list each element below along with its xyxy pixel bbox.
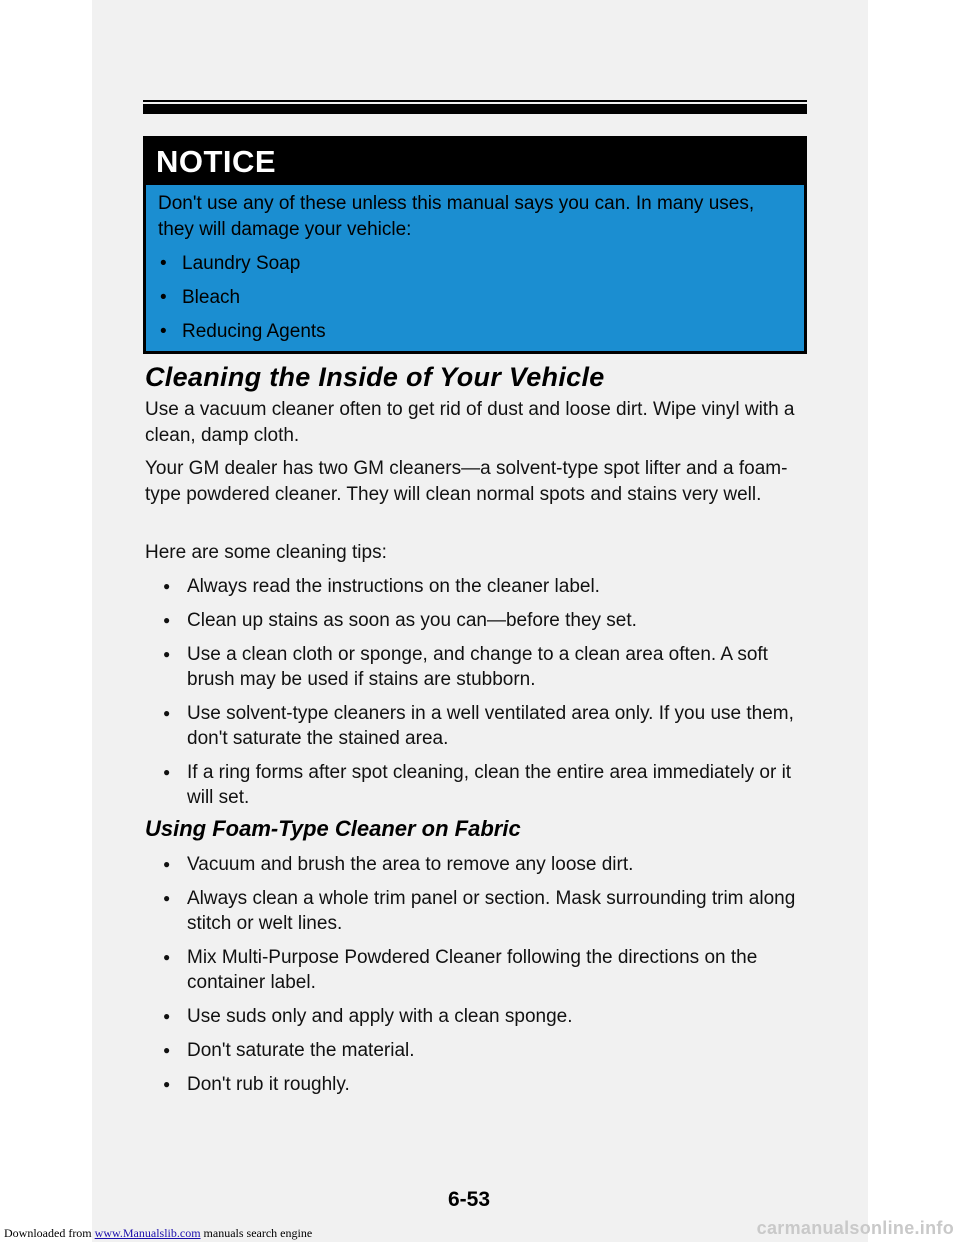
- list-item: ● Mix Multi-Purpose Powdered Cleaner following the directions on the container label.: [163, 945, 807, 995]
- notice-text: Don't use any of these unless this manual says you can. In many uses, they will damage your vehicle:: [158, 193, 755, 240]
- list-item: ● Always read the instructions on the cleaner label.: [163, 574, 807, 599]
- top-divider: [143, 104, 807, 114]
- section-heading: Cleaning the Inside of Your Vehicle: [145, 362, 605, 392]
- list-item: ● Don't saturate the material.: [163, 1038, 807, 1063]
- list-item: ● Don't rub it roughly.: [163, 1072, 807, 1097]
- page-number: 6-53: [448, 1188, 491, 1211]
- paragraph: Here are some cleaning tips:: [145, 542, 387, 563]
- list-item: ● Use a clean cloth or sponge, and change to a clean area often. A soft brush may be used if stains are stubborn.: [163, 642, 807, 692]
- list-item: ● If a ring forms after spot cleaning, clean the entire area immediately or it will set.: [163, 760, 807, 810]
- paragraph: Your GM dealer has two GM cleaners—a solvent-type spot lifter and a foam-type powdered cleaner. They will clean normal spots and stains very well.: [145, 458, 788, 505]
- list-item: ● Vacuum and brush the area to remove any loose dirt.: [163, 852, 807, 877]
- list-item: ● Use solvent-type cleaners in a well ventilated area only. If you use them, don't saturate the stained area.: [163, 701, 807, 751]
- footer-prefix: Downloaded from: [4, 1226, 95, 1240]
- manualslib-link[interactable]: www.Manualslib.com: [94, 1226, 201, 1240]
- list-item: ● Clean up stains as soon as you can—before they set.: [163, 608, 807, 633]
- footer-suffix: manuals search engine: [200, 1226, 313, 1240]
- subsection-heading: Using Foam-Type Cleaner on Fabric: [145, 816, 521, 841]
- paragraph: Use a vacuum cleaner often to get rid of dust and loose dirt. Wipe vinyl with a clean, damp cloth.: [145, 399, 795, 446]
- top-divider-thin: [143, 100, 807, 102]
- download-footer: [4, 1226, 312, 1241]
- notice-item: • Laundry Soap: [160, 247, 804, 281]
- list-item: ● Use suds only and apply with a clean sponge.: [163, 1004, 807, 1029]
- foam-cleaner-list: [163, 852, 807, 1106]
- watermark: carmanualsonline.info: [756, 1218, 954, 1238]
- notice-box: [143, 136, 807, 354]
- notice-list: [146, 247, 804, 349]
- notice-item: • Bleach: [160, 281, 804, 315]
- notice-item: • Reducing Agents: [160, 315, 804, 349]
- notice-title: NOTICE: [146, 139, 804, 185]
- tips-list: [163, 574, 807, 819]
- list-item: ● Always clean a whole trim panel or section. Mask surrounding trim along stitch or welt lines.: [163, 886, 807, 936]
